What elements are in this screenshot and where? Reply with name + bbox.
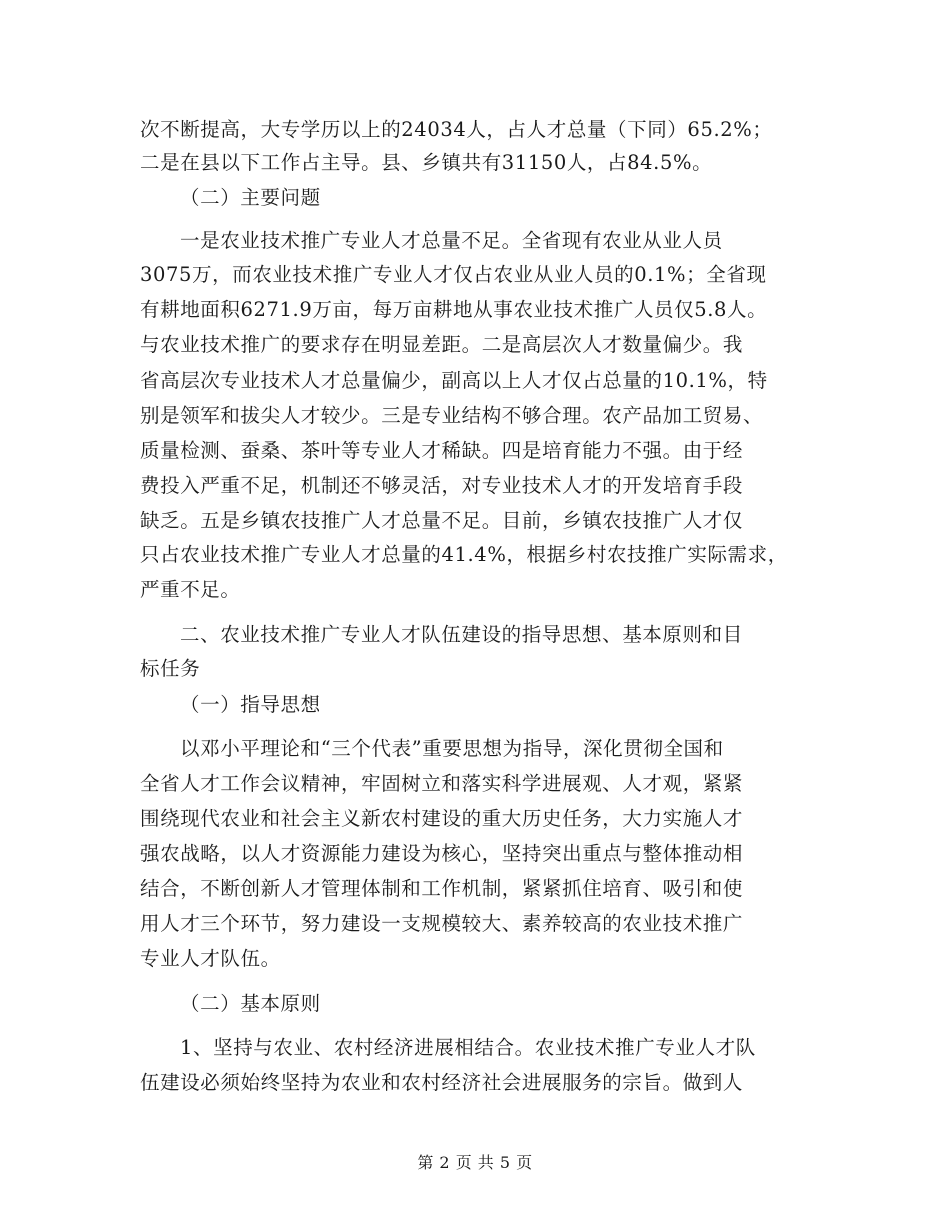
section-heading: 二、农业技术推广专业人才队伍建设的指导思想、基本原则和目 xyxy=(180,623,743,646)
body-line: 次不断提高，大专学历以上的24034人，占人才总量（下同）65.2%； xyxy=(140,118,773,141)
body-line: 质量检测、蚕桑、茶叶等专业人才稀缺。四是培育能力不强。由于经 xyxy=(140,439,744,462)
body-line: 严重不足。 xyxy=(140,578,241,601)
body-line: 一是农业技术推广专业人才总量不足。全省现有农业从业人员 xyxy=(180,229,723,252)
body-line: 省高层次专业技术人才总量偏少，副高以上人才仅占总量的10.1%，特 xyxy=(140,369,768,392)
section-heading: （二）主要问题 xyxy=(180,186,321,209)
body-line: 别是领军和拔尖人才较少。三是专业结构不够合理。农产品加工贸易、 xyxy=(140,404,764,427)
body-line: 结合，不断创新人才管理体制和工作机制，紧紧抓住培育、吸引和使 xyxy=(140,877,744,900)
body-line: 缺乏。五是乡镇农技推广人才总量不足。目前，乡镇农技推广人才仅 xyxy=(140,509,744,532)
subsection-heading: （一）指导思想 xyxy=(180,693,321,716)
body-line: 围绕现代农业和社会主义新农村建设的重大历史任务，大力实施人才 xyxy=(140,807,744,830)
body-line: 二是在县以下工作占主导。县、乡镇共有31150人，占84.5%。 xyxy=(140,151,713,174)
body-line: 3075万，而农业技术推广专业人才仅占农业从业人员的0.1%；全省现 xyxy=(140,263,767,286)
body-line: 以邓小平理论和“三个代表”重要思想为指导，深化贯彻全国和 xyxy=(180,737,724,760)
body-line: 强农战略，以人才资源能力建设为核心，坚持突出重点与整体推动相 xyxy=(140,842,744,865)
body-line: 1、坚持与农业、农村经济进展相结合。农业技术推广专业人才队 xyxy=(180,1036,756,1059)
body-line: 只占农业技术推广专业人才总量的41.4%，根据乡村农技推广实际需求， xyxy=(140,543,788,566)
body-line: 全省人才工作会议精神，牢固树立和落实科学进展观、人才观，紧紧 xyxy=(140,772,744,795)
subsection-heading: （二）基本原则 xyxy=(180,992,321,1015)
section-heading: 标任务 xyxy=(140,657,201,680)
page-number-footer: 第 2 页 共 5 页 xyxy=(417,1153,533,1172)
body-line: 费投入严重不足，机制还不够灵活，对专业技术人才的开发培育手段 xyxy=(140,474,744,497)
body-line: 有耕地面积6271.9万亩，每万亩耕地从事农业技术推广人员仅5.8人。 xyxy=(140,298,768,321)
body-line: 伍建设必须始终坚持为农业和农村经济社会进展服务的宗旨。做到人 xyxy=(140,1071,744,1094)
body-line: 专业人才队伍。 xyxy=(140,947,281,970)
body-line: 与农业技术推广的要求存在明显差距。二是高层次人才数量偏少。我 xyxy=(140,333,744,356)
body-line: 用人才三个环节，努力建设一支规模较大、素养较高的农业技术推广 xyxy=(140,912,744,935)
